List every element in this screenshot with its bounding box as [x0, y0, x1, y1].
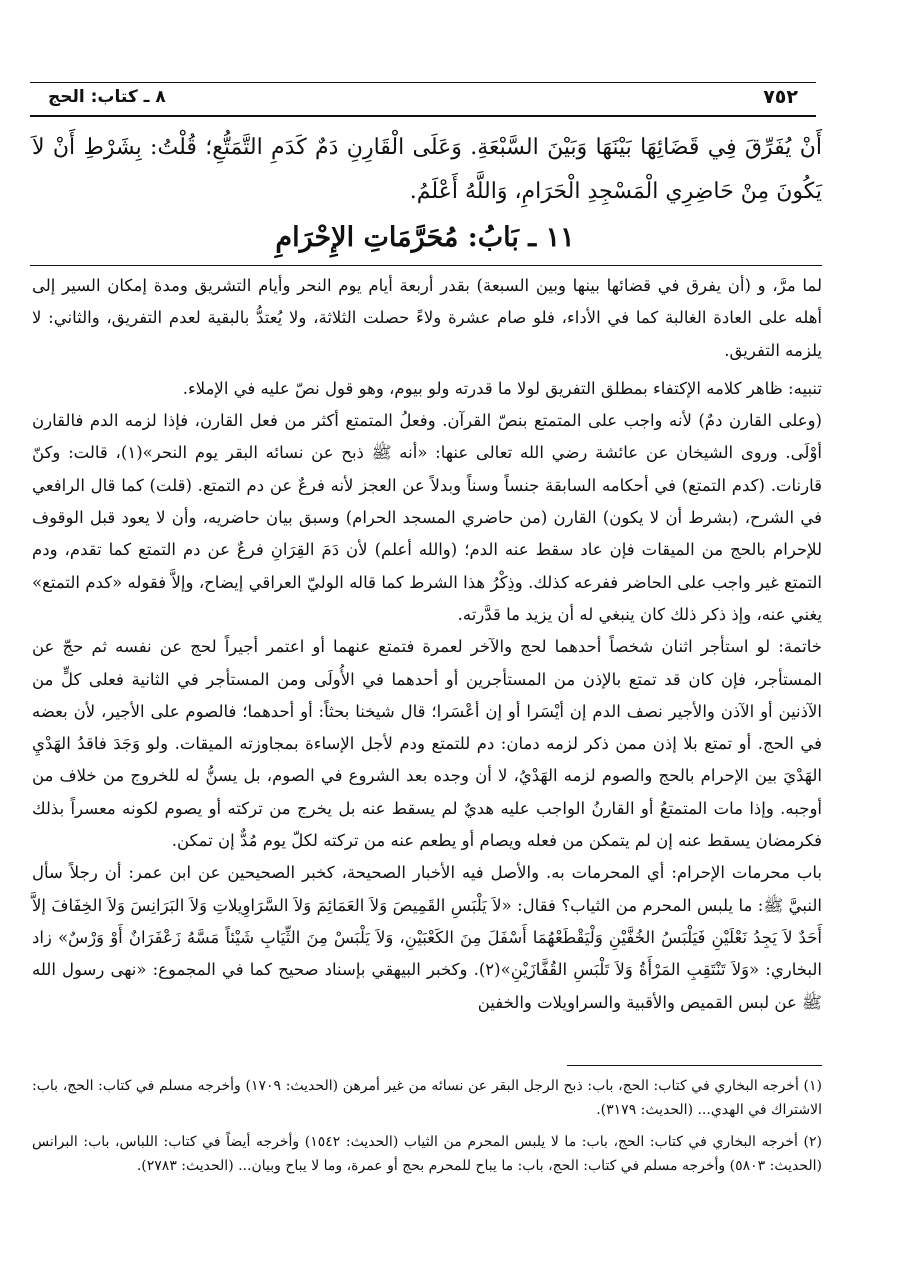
footnote: (١) أخرجه البخاري في كتاب: الحج، باب: ذبح الرجل البقر عن نسائه من غير أمرهن (الحديث: ١٧٠٩) وأخرجه مسلم في كتاب: الحج، باب: الاشتراك في الهدي... (الحديث: ٣١٧٩). — [32, 1078, 823, 1118]
commentary-paragraph: (وعلى القارن دمٌ) لأنه واجب على المتمتع بنصّ القرآن. وفعلُ المتمتع أكثر من فعل القارن، فإذا لزمه الدم فالقارن أوْلَى. وروى الشيخان عن عائشة رضي الله تعالى عنها: «أنه ﷺ ذبح عن نسائه البقر يوم النحر»(١)، قالت: وكنّ قارنات. (كدم التمتع) في أحكامه السابقة جنساً وسناً وبدلاً عن العجز لأنه فرعٌ عن دم التمتع. (قلت) كما قال الرافعي في الشرح، (بشرط أن لا يكون) القارن (من حاضري المسجد الحرام) وسبق بيان حاضريه، وأن لا يعود قبل الوقوف للإحرام بالحج من الميقات فإن عاد سقط عنه الدم؛ (والله أعلم) لأن دَمَ القِرَانِ فرعٌ عن دم التمتع كما تقدم، ودم التمتع غير واجب على الحاضر ففرعه كذلك. وذِكْرُ هذا الشرط كما قاله الوليّ العراقي إيضاح، وإلاَّ فقوله «كدم التمتع» يغني عنه، وإذ ذكر ذلك كان ينبغي له أن يزيد ما قدَّرته. — [32, 411, 822, 624]
page-number: ٧٥٢ — [763, 86, 798, 108]
commentary — [32, 270, 822, 1019]
commentary-paragraph: باب محرمات الإحرام: أي المحرمات به. والأصل فيه الأخبار الصحيحة، كخبر الصحيحين عن ابن عمر: أن رجلاً سأل النبيَّ ﷺ: ما يلبس المحرم من الثياب؟ فقال: «لاَ يَلْبَسِ القَمِيصَ وَلاَ العَمَائِمَ وَلاَ السَّرَاوِيلاتِ وَلاَ البَرَانِسَ وَلاَ الخِفَافَ إلاَّ أَحَدٌ لاَ يَجِدُ نَعْلَيْنِ فَيَلْبَسُ الخُفَّيْنِ وَلْيَقْطَعْهُمَا أَسْفَلَ مِنَ الكَعْبَيْنِ، وَلاَ يَلْبَسْ مِنَ الثِّيَابِ شَيْئاً مَسَّهُ زَعْفَرَانٌ أَوْ وَرْسٌ» زاد البخاري: «وَلاَ تَنْتَقِبِ المَرْأَةُ وَلاَ تَلْبَسِ القُفَّازَيْنِ»(٢). وكخبر البيهقي بإسناد صحيح كما في المجموع: «نهى رسول الله ﷺ عن لبس القميص والأقبية والسراويلات والخفين — [32, 863, 822, 1012]
footnotes — [32, 1074, 822, 1186]
divider — [30, 265, 822, 266]
commentary-paragraph: خاتمة: لو استأجر اثنان شخصاً أحدهما لحج والآخر لعمرة فتمتع عنهما أو اعتمر أجيراً لحج عن نفسه ثم حجّ عن المستأجر، فإن كان قد تمتع بالإذن من المستأجرين أو أحدهما في الأُولَى ومن المستأجر في الثانية فعلى كلٍّ من الآذنين أو الآذن والأجير نصف الدم إن أيْسَرا أو إن أعْسَرا؛ قال شيخنا بحثاً: أو أحدهما؛ فالصوم على الأجير، لأن بعضه في الحج. أو تمتع بلا إذن ممن ذكر لزمه دمان: دم للتمتع ودم لأجل الإساءة بمجاوزته الميقات. ولو وَجَدَ فاقدُ الهَدْيِ الهَدْيَ بين الإحرام بالحج والصوم لزمه الهَدْيُ، لا أن وجده بعد الشروع في الصوم، بل يسنُّ له للخروج من خلاف من أوجبه. وإذا مات المتمتعُ أو القارنُ الواجب عليه هديٌ لم يسقط عنه بل يخرج من تركته أو يصوم لكونه معسراً بذلك فكرمضان يسقط عنه إن لم يتمكن من فعله ويصام أو يطعم عنه من تركته لكلّ يوم مُدٌّ إن تمكن. — [32, 637, 822, 851]
matn-text: أَنْ يُفَرِّقَ فِي قَضَائِهَا بَيْنَهَا وَبَيْنَ السَّبْعَةِ. وَعَلَى الْقَارِنِ دَمٌ كَدَمِ التَّمَتُّعِ؛ قُلْتُ: بِشَرْطِ أَنْ لاَ يَكُونَ مِنْ حَاضِرِي الْمَسْجِدِ الْحَرَامِ، وَاللَّهُ أَعْلَمُ. — [32, 135, 822, 204]
commentary-paragraph: تنبيه: ظاهر كلامه الإكتفاء بمطلق التفريق لولا ما قدرته ولو بيوم، وهو قول نصّ عليه في الإملاء. — [182, 378, 822, 398]
footnote: (٢) أخرجه البخاري في كتاب: الحج، باب: ما لا يلبس المحرم من الثياب (الحديث: ١٥٤٢) وأخرجه أيضاً في كتاب: اللباس، باب: البرانس (الحديث: ٥٨٠٣) وأخرجه مسلم في كتاب: الحج، باب: ما يباح للمحرم بحج أو عمرة، وما لا يباح وبيان... (الحديث: ٢٧٨٣). — [32, 1134, 822, 1174]
page-header — [30, 82, 816, 117]
running-title: ٨ ـ كتاب: الحج — [48, 87, 166, 107]
commentary-paragraph: لما مرَّ، و (أن يفرق في قضائها بينها وبين السبعة) بقدر أربعة أيام يوم النحر وأيام التشريق ومدة إمكان السير إلى أهله على العادة الغالبة كما في الأداء، فلو صام عشرة ولاءً حصلت الثلاثة، ولا يُعتدُّ بالبقية لعدم التفريق، والثاني: لا يلزمه التفريق. — [32, 276, 822, 360]
chapter-title: ١١ ـ بَابُ: مُحَرَّمَاتِ الإِحْرَامِ — [275, 222, 575, 253]
footnote-divider — [567, 1065, 822, 1066]
